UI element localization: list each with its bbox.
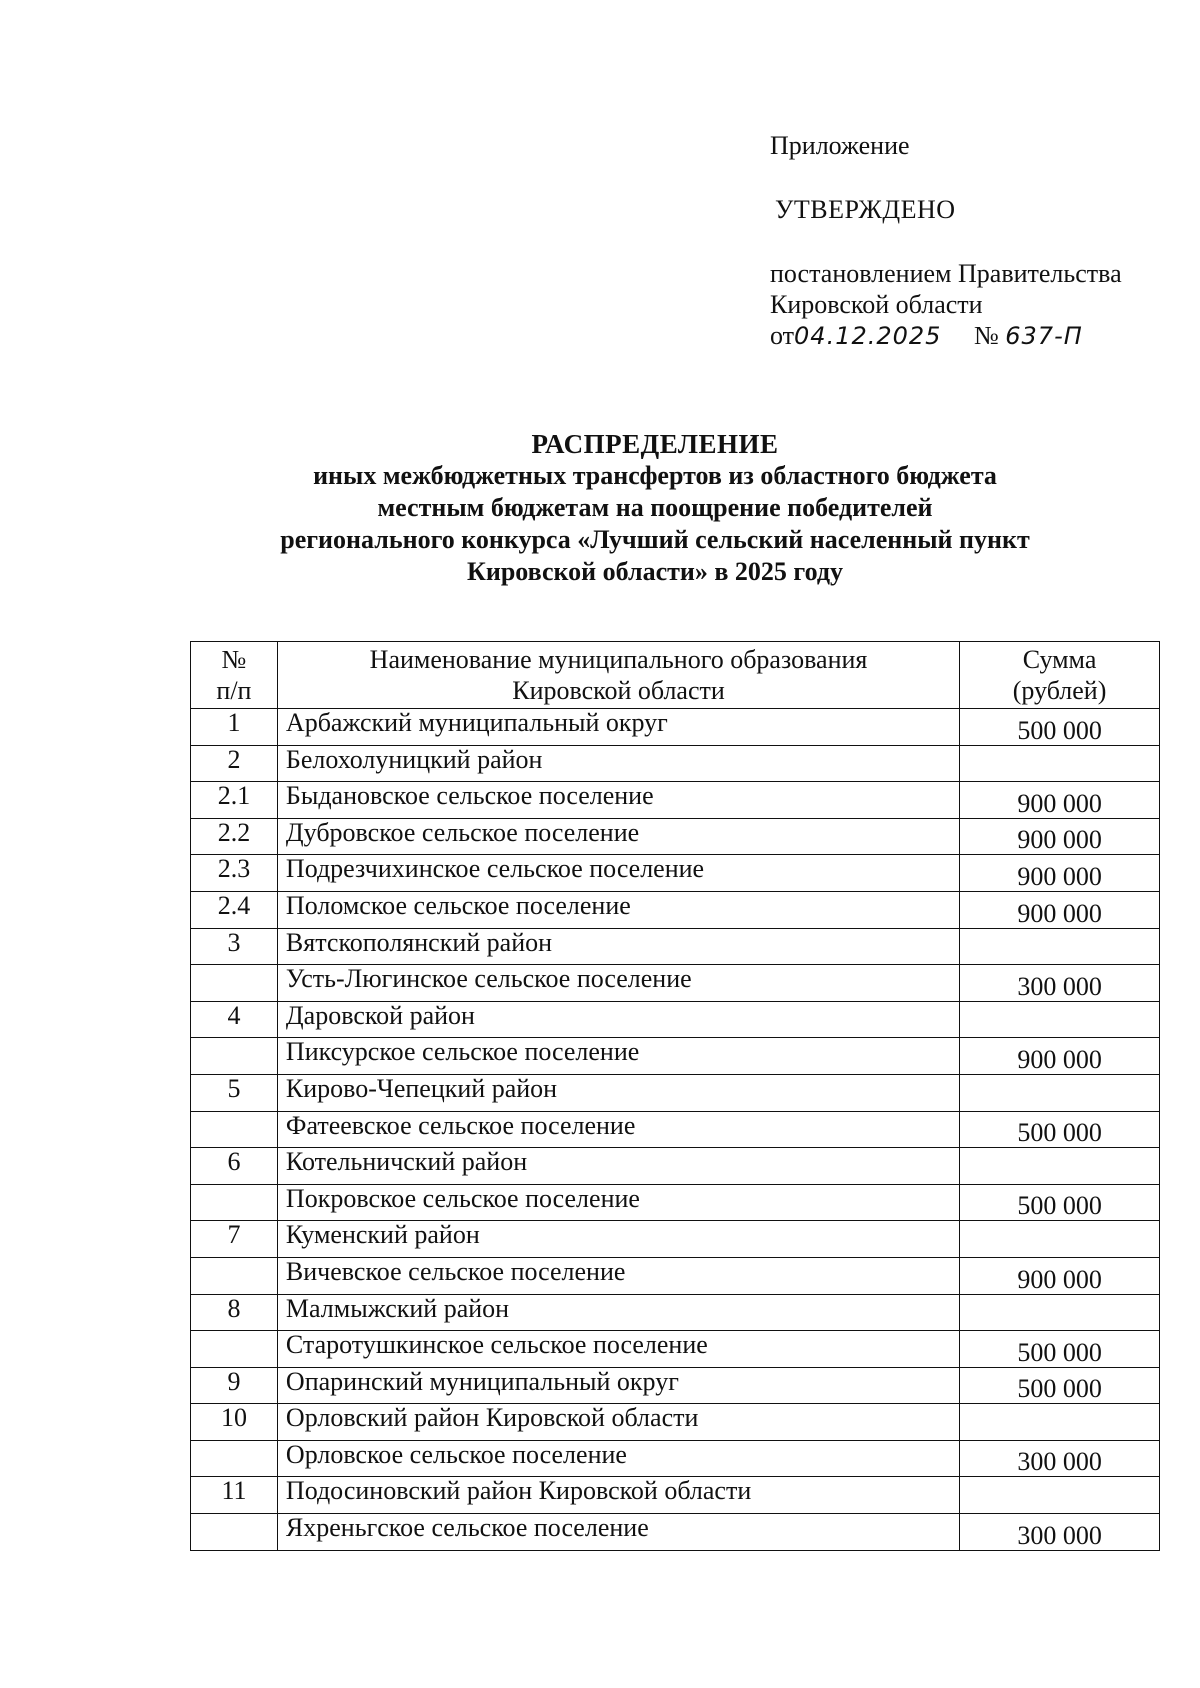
header-number-line-1: № <box>221 645 247 674</box>
row-number: 5 <box>191 1074 278 1111</box>
row-amount <box>960 1221 1160 1258</box>
table-row <box>191 1257 1160 1294</box>
row-name: Орловский район Кировской области <box>277 1404 959 1441</box>
row-number: 2 <box>191 745 278 782</box>
number-prefix: № <box>973 321 999 350</box>
row-amount: 900 000 <box>960 818 1160 855</box>
approval-block <box>770 130 1170 352</box>
row-amount: 300 000 <box>960 1514 1160 1551</box>
row-number <box>191 1440 278 1477</box>
row-amount: 500 000 <box>960 1367 1160 1404</box>
row-number <box>191 1331 278 1368</box>
row-amount: 900 000 <box>960 891 1160 928</box>
table-row <box>191 1331 1160 1368</box>
row-name: Кирово-Чепецкий район <box>277 1074 959 1111</box>
row-name: Пиксурское сельское поселение <box>277 1038 959 1075</box>
row-amount: 900 000 <box>960 1038 1160 1075</box>
row-number: 4 <box>191 1001 278 1038</box>
row-number <box>191 1514 278 1551</box>
table-row <box>191 818 1160 855</box>
row-number: 10 <box>191 1404 278 1441</box>
table-row <box>191 782 1160 819</box>
table-row <box>191 1514 1160 1551</box>
row-name: Вичевское сельское поселение <box>277 1257 959 1294</box>
decree-date: 04.12.2025 <box>794 322 942 350</box>
table-row <box>191 928 1160 965</box>
table-row <box>191 965 1160 1002</box>
row-name: Орловское сельское поселение <box>277 1440 959 1477</box>
row-number: 8 <box>191 1294 278 1331</box>
row-number <box>191 1257 278 1294</box>
decree-line-1: постановлением Правительства <box>770 259 1122 288</box>
table-row <box>191 709 1160 746</box>
approved-label: УТВЕРЖДЕНО <box>775 195 956 224</box>
row-amount <box>960 1404 1160 1441</box>
row-number: 7 <box>191 1221 278 1258</box>
table-row <box>191 855 1160 892</box>
row-amount: 300 000 <box>960 1440 1160 1477</box>
table-row <box>191 1294 1160 1331</box>
row-amount: 900 000 <box>960 782 1160 819</box>
row-name: Даровской район <box>277 1001 959 1038</box>
row-name: Усть-Люгинское сельское поселение <box>277 965 959 1002</box>
row-name: Малмыжский район <box>277 1294 959 1331</box>
row-name: Покровское сельское поселение <box>277 1184 959 1221</box>
title-main: РАСПРЕДЕЛЕНИЕ <box>531 429 779 459</box>
table-row <box>191 1184 1160 1221</box>
table-row <box>191 1367 1160 1404</box>
table-row <box>191 1404 1160 1441</box>
row-number: 2.3 <box>191 855 278 892</box>
date-prefix: от <box>770 321 795 350</box>
appendix-label: Приложение <box>770 131 910 160</box>
row-name: Подрезчихинское сельское поселение <box>277 855 959 892</box>
row-number: 9 <box>191 1367 278 1404</box>
row-name: Арбажский муниципальный округ <box>277 709 959 746</box>
table-row <box>191 1074 1160 1111</box>
row-name: Дубровское сельское поселение <box>277 818 959 855</box>
row-amount <box>960 1074 1160 1111</box>
header-name-line-1: Наименование муниципального образования <box>369 645 868 674</box>
decree-line-2: Кировской области <box>770 290 983 319</box>
row-name: Подосиновский район Кировской области <box>277 1477 959 1514</box>
row-amount <box>960 928 1160 965</box>
row-name: Вятскополянский район <box>277 928 959 965</box>
title-line-2: местным бюджетам на поощрение победителей <box>377 493 933 522</box>
row-name: Поломское сельское поселение <box>277 891 959 928</box>
row-number: 3 <box>191 928 278 965</box>
header-sum-line-2: (рублей) <box>1012 676 1107 705</box>
table-row <box>191 1001 1160 1038</box>
row-name: Старотушкинское сельское поселение <box>277 1331 959 1368</box>
header-sum <box>960 642 1160 709</box>
row-name: Куменский район <box>277 1221 959 1258</box>
table-header-row <box>191 642 1160 709</box>
table-row <box>191 1440 1160 1477</box>
table-row <box>191 1477 1160 1514</box>
title-line-3: регионального конкурса «Лучший сельский населенный пункт <box>280 525 1030 554</box>
row-name: Быдановское сельское поселение <box>277 782 959 819</box>
row-number <box>191 1111 278 1148</box>
row-amount: 900 000 <box>960 1257 1160 1294</box>
title-line-1: иных межбюджетных трансфертов из областного бюджета <box>313 461 997 490</box>
row-name: Фатеевское сельское поселение <box>277 1111 959 1148</box>
row-number <box>191 1038 278 1075</box>
row-amount <box>960 1148 1160 1185</box>
table-row <box>191 1221 1160 1258</box>
decree-number: 637-П <box>1005 322 1083 350</box>
row-name: Опаринский муниципальный округ <box>277 1367 959 1404</box>
row-number: 1 <box>191 709 278 746</box>
table-row <box>191 1148 1160 1185</box>
title-line-4: Кировской области» в 2025 году <box>467 557 843 586</box>
row-name: Белохолуницкий район <box>277 745 959 782</box>
row-name: Котельничский район <box>277 1148 959 1185</box>
row-amount: 500 000 <box>960 709 1160 746</box>
row-number: 2.2 <box>191 818 278 855</box>
row-amount <box>960 1001 1160 1038</box>
table-row <box>191 1111 1160 1148</box>
distribution-table <box>190 641 1160 1551</box>
header-number <box>191 642 278 709</box>
row-amount: 900 000 <box>960 855 1160 892</box>
row-name: Яхреньгское сельское поселение <box>277 1514 959 1551</box>
table-row <box>191 891 1160 928</box>
row-number: 11 <box>191 1477 278 1514</box>
row-amount: 300 000 <box>960 965 1160 1002</box>
row-number: 2.4 <box>191 891 278 928</box>
header-number-line-2: п/п <box>216 676 252 705</box>
row-amount <box>960 745 1160 782</box>
table-row <box>191 1038 1160 1075</box>
row-amount <box>960 1294 1160 1331</box>
decree-date-line <box>770 320 1170 352</box>
document-title <box>160 428 1150 588</box>
row-number <box>191 965 278 1002</box>
table-row <box>191 745 1160 782</box>
header-name-line-2: Кировской области <box>512 676 725 705</box>
row-number: 2.1 <box>191 782 278 819</box>
header-name <box>277 642 959 709</box>
row-number <box>191 1184 278 1221</box>
row-amount: 500 000 <box>960 1184 1160 1221</box>
header-sum-line-1: Сумма <box>1022 645 1097 674</box>
row-amount: 500 000 <box>960 1111 1160 1148</box>
row-amount <box>960 1477 1160 1514</box>
row-number: 6 <box>191 1148 278 1185</box>
row-amount: 500 000 <box>960 1331 1160 1368</box>
